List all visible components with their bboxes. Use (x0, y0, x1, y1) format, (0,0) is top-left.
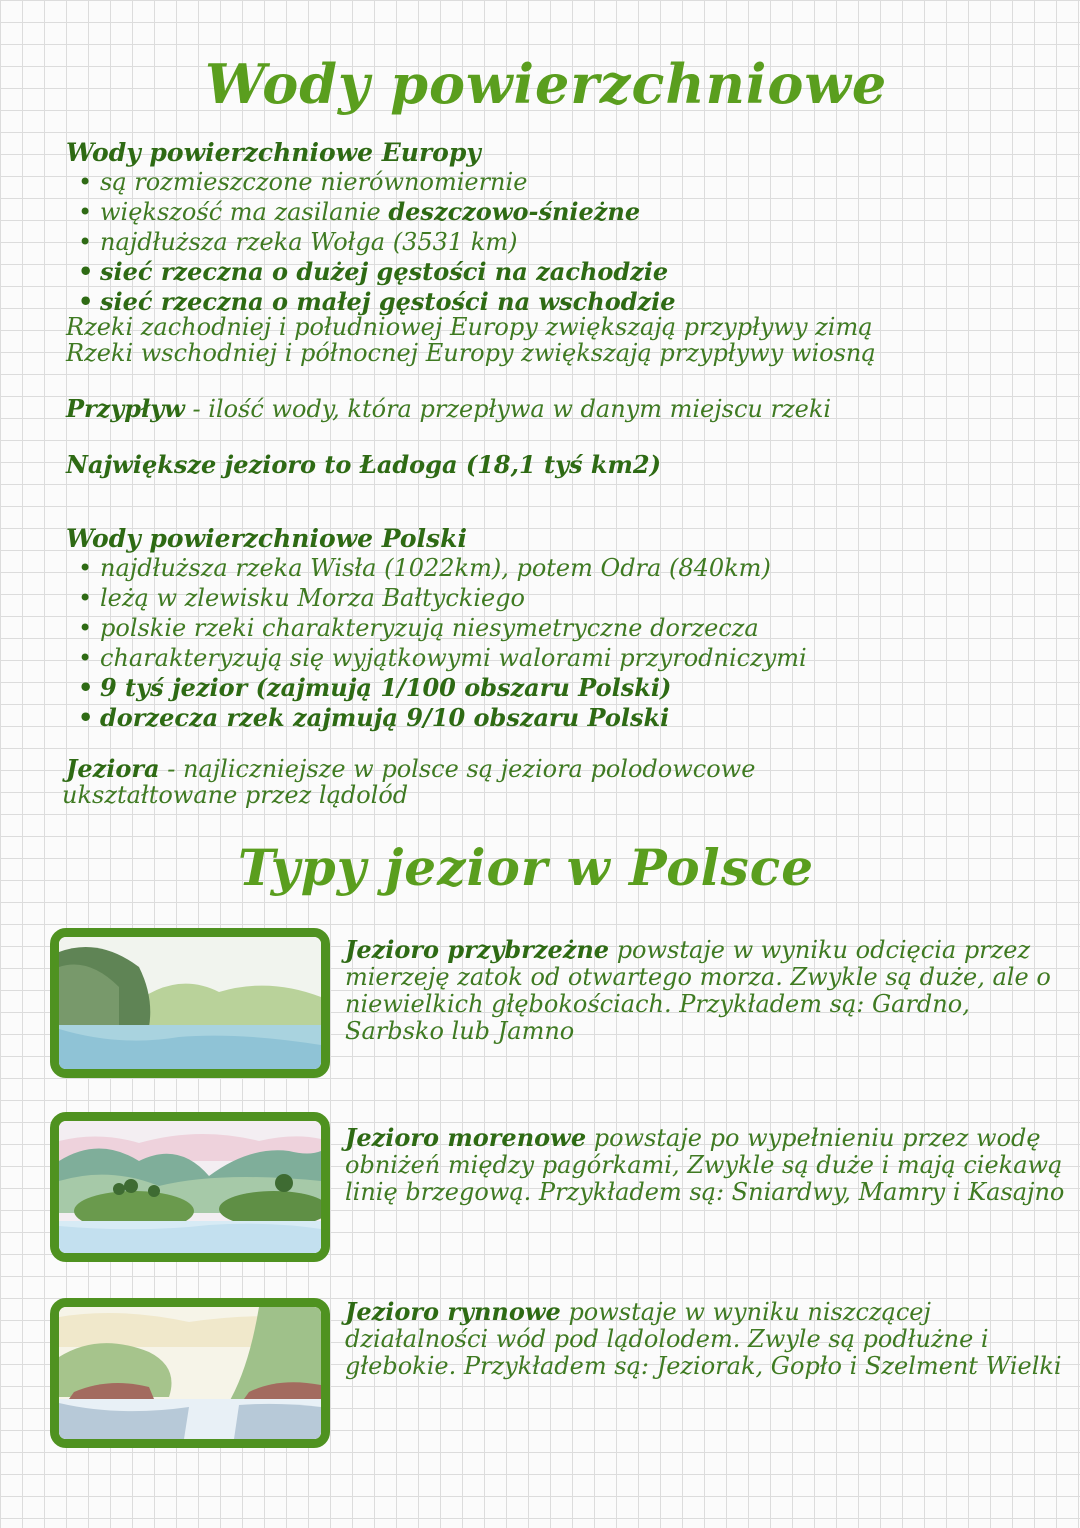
ribbon-lake-image (50, 1298, 330, 1448)
definition (66, 396, 831, 422)
list-item: • większość ma zasilanie deszczowo-śnieżne (72, 197, 676, 227)
list-item: • są rozmieszczone nierównomiernie (72, 167, 676, 197)
moraine-lake-name: Jezioro morenowe (345, 1123, 587, 1152)
coastal-lake-text: powstaje w wyniku odcięcia przez mierzeję zatok od otwartego morza. Zwykle są duże, ale o niewielkich głębokościach. Przykładem są: Gardno, Sarbsko lub Jamno (345, 936, 1051, 1045)
list-item: • dorzecza rzek zajmują 9/10 obszaru Polski (72, 703, 807, 733)
types-title: Typy jezior w Polsce (238, 838, 815, 897)
coastal-lake-image (50, 928, 330, 1078)
list-item: • 9 tyś jezior (zajmują 1/100 obszaru Polski) (72, 673, 807, 703)
definition-text: - ilość wody, która przepływa w danym miejscu rzeki (184, 395, 832, 423)
list-item: • charakteryzują się wyjątkowymi walorami przyrodniczymi (72, 643, 807, 673)
list-item: • sieć rzeczna o dużej gęstości na zachodzie (72, 257, 676, 287)
coastal-lake-name: Jezioro przybrzeżne (345, 935, 610, 964)
lakes-note (66, 756, 755, 782)
list-item: • sieć rzeczna o małej gęstości na wschodzie (72, 287, 676, 317)
lakes-note-text: - najliczniejsze w polsce są jeziora polodowcowe (159, 755, 756, 783)
moraine-lake-text: powstaje po wypełnieniu przez wodę obniżeń między pagórkami, Zwykle są duże i mają ciekawą linię brzegową. Przykładem są: Sniardwy, Mamry i Kasajno (345, 1124, 1065, 1206)
list-item: • najdłuższa rzeka Wołga (3531 km) (72, 227, 676, 257)
europe-heading: Wody powierzchniowe Europy (66, 138, 481, 167)
ribbon-lake-name: Jezioro rynnowe (345, 1297, 561, 1326)
ribbon-lake-text: powstaje w wyniku niszczącej działalności wód pod lądolodem. Zwyle są podłużne i głebokie. Przykładem są: Jeziorak, Gopło i Szelment Wielki (345, 1298, 1062, 1380)
coastal-lake-description (345, 936, 1065, 1045)
poland-heading: Wody powierzchniowe Polski (66, 524, 467, 553)
ribbon-lake-description (345, 1298, 1065, 1380)
list-item: • najdłuższa rzeka Wisła (1022km), potem Odra (840km) (72, 553, 807, 583)
europe-line-1: Rzeki zachodniej i południowej Europy zwiększają przypływy zimą (66, 313, 873, 341)
poland-bullet-list (72, 553, 807, 733)
page-title: Wody powierzchniowe (205, 52, 888, 116)
list-item: • polskie rzeki charakteryzują niesymetryczne dorzecza (72, 613, 807, 643)
definition-term: Przypływ (66, 394, 185, 423)
lakes-note-term: Jeziora (66, 754, 160, 783)
europe-line-2: Rzeki wschodniej i północnej Europy zwiększają przypływy wiosną (66, 339, 876, 367)
largest-lake: Największe jezioro to Ładoga (18,1 tyś km2) (66, 450, 661, 479)
moraine-lake-description (345, 1124, 1065, 1206)
list-item: • leżą w zlewisku Morza Bałtyckiego (72, 583, 807, 613)
moraine-lake-image (50, 1112, 330, 1262)
europe-bullet-list (72, 167, 676, 317)
lakes-note-line-2: ukształtowane przez lądolód (62, 781, 409, 809)
